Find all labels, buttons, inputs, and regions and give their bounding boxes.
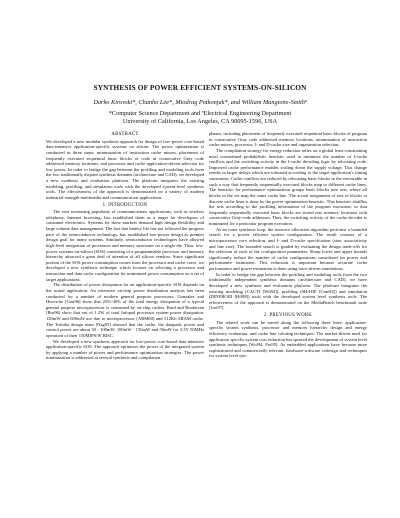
right-paragraph-3: As an outer synthesis loop, the resource allocation algorithm performs a bounded search for a power efficient system configuration. The result consists of a microprocessor core selection, and I- and D-cache specification (size, associativity and line size). The bounded search is guided by evaluating the design trade-offs for the selection of each of the configuration parameters. Sharp lower and upper bounds significantly reduce the number of cache configurations considered for power and performance estimation. This reduction is important because accurate cache performance and power estimation is done using trace-driven simulations.: [209, 226, 367, 271]
affiliation-university: University of California, Los Angeles, CA 90095-1596, USA: [122, 118, 278, 125]
introduction-heading: 1. INTRODUCTION: [102, 202, 148, 208]
previous-work-heading: 2. PREVIOUS WORK: [263, 313, 313, 318]
right-paragraph-4: In order to bridge the gap between the profiling and modeling tools from the two traditionally independent synthesis domains (architecture and CAD), we have developed a new synthesis and evaluation platform. The platform integrates the existing modeling (CACTI [Wil94]), profiling (SHADE [Cme94]) and simulation (DINEROIII [Hil88]) tools with the developed system level synthesis tools. The effectiveness of the approach is demonstrated on the MediaBench benchmark suite [Lee97].: [209, 271, 367, 311]
intro-paragraph-1: The ever increasing popularity of communications applications, such as wireless telephony, Internet browsing, has established them as a target for developers of consumer electronics. Systems for these markets demand high design flexibility and large volume data management. The fact that battery life has not followed the progress pace of the semiconductor technology, has established low-power design as premier design goal for many systems. Similarly, semiconductor technologies have allowed high-level integration of processors and memory structures on a single die. Thus, low-power systems-on-silicon (SOS) consisting of a programmable processor and memory hierarchy attracted a great deal of attention of all silicon vendors. Since significant portion of the SOS power consumption comes from the processor and cache cores, we developed a new synthesis technique which focuses on selecting a processor and instruction and data cache configuration for minimized power consumption on a set of target applications.: [46, 209, 204, 282]
paper-title: SYNTHESIS OF POWER EFFICIENT SYSTEMS-ON-SILICON: [93, 83, 307, 92]
left-column: [46, 131, 204, 361]
intro-paragraph-2: The distribution of power dissipation for an application-specific SOS depends on the actual application. An extensive on-chip power distribution analysis has been conducted for a number of modern general purpose processors. Gonzalez and Horowitz [Gon96] show that 25%-40% of the total energy dissipation of a typical general purpose microprocessor is consumed by on-chip caches. Burd and Brodersen [Bur96] show that out of 1.2W of total Infopad processor system power dissipation, 120mW and 600mW are due to microprocessor (ARM60) and 512Kb SRAM cache. The Toshiba design team [Nag95] showed that the cache, the datapath, power and control power are about 50 - 100mW, 100mW - 150mW and 50mW for 3.3V 50MHz operation of their 150MIPS/W RISC.: [46, 282, 204, 338]
affiliation-departments: *Computer Science Department and ªElectrical Engineering Department: [108, 110, 292, 117]
abstract-text: We developed a new modular synthesis approach for design of low-power core-based data-intensive application-specific systems on silicon. The power optimization is conducted in three steps: minimization of instruction cache misses, placement of frequently executed sequential basic blocks of code in consecutive Gray code addressed memory locations, and processor and cache application-driven selection for low power. In order to bridge the gap between the profiling and modeling tools from the two traditionally disjoint synthesis domains (architecture and CAD), we developed a new synthesis and evaluation platform. The platform integrates the existing modeling, profiling, and simulation tools with the developed system-level synthesis tools. The effectiveness of the approach is demonstrated on a variety of modern industrial-strength multimedia and communication applications.: [46, 138, 204, 200]
abstract-heading: ABSTRACT: [111, 132, 139, 137]
previous-work-text: The related work can be traced along the following three lines: application-specific system synthesis, processor and memory hierarchy design and energy efficiency evaluation, and cache line coloring techniques. The market-driven need for application specific system cost reduction has spurred the development of system level synthesis techniques [Wol94, Pot95]. As embedded applications have become more sophisticated and commercially relevant, hardware-software codesign and techniques for system level syn-: [209, 319, 367, 359]
right-paragraph-1: phases, including placement of frequently executed sequential basic blocks of program in consecutive Gray code addressed memory locations, minimization of instruction cache misses, processor, I- and D-cache size and organization selection.: [209, 131, 367, 148]
intro-paragraph-3: We developed a new synthesis approach for low-power core-based data-intensive application-specific SOS. The approach optimizes the power of the integrated system by applying a number of power and performance optimization strategies. The power minimization is addressed at several synthesis and compilation: [46, 338, 204, 361]
right-paragraph-2: The compilation strategy for energy reduction relies on a global least-constraining most constrained probabilistic heuristic used to minimize the number of I-cache conflicts and the switching activity in the I-cache decoding logic by relocating code. Improved cache performance enables scaling down the supply voltage. This change results in larger delays which are tolerated according to the target application's timing constraints. Cache conflicts are reduced by relocating basic blocks in the executable in such a way that frequently sequentially executed blocks map to different cache lines. The heuristic for performance optimization groups basic blocks into sets, where all blocks in the set map the same cache line. The actual assignment of sets of blocks to discrete cache lines is done by the power optimization heuristic. This heuristic shuffles the sets according to the profiling information of the program execution, so that frequently sequentially executed basic blocks are stored into memory locations with consecutive Gray-code addresses. Thus, the switching activity of the cache decoder is minimized for a particular program execution.: [209, 147, 367, 226]
author-list: Darko Kirovski*, Chunho Lee*, Miodrag Potkonjak*, and William Mangione-Smithª: [93, 99, 307, 106]
right-column: [209, 131, 367, 359]
